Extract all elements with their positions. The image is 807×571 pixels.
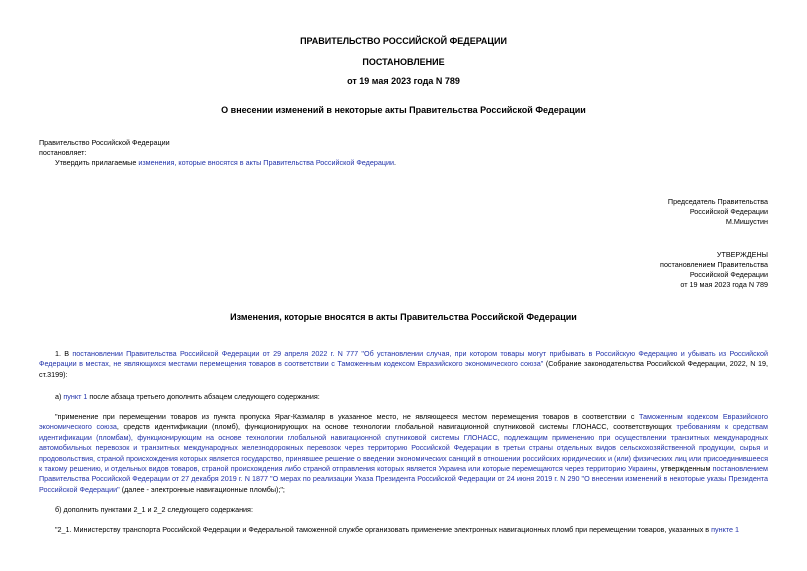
approved-date: от 19 мая 2023 года N 789: [680, 280, 768, 289]
signature-position: Председатель Правительства: [667, 197, 768, 206]
paragraph-2-1: [39, 525, 768, 535]
changes-title: Изменения, которые вносятся в акты Правительства Российской Федерации: [230, 312, 577, 322]
approved-stamp: УТВЕРЖДЕНЫ: [716, 250, 768, 259]
quote-text-3: , утвержденным: [656, 464, 713, 474]
pa-prefix: а): [55, 392, 64, 401]
quoted-paragraph: [39, 412, 768, 495]
signature-country: Российской Федерации: [689, 207, 768, 216]
preamble-line-2: постановляет:: [39, 148, 87, 157]
document-type: ПОСТАНОВЛЕНИЕ: [362, 57, 445, 67]
approved-country: Российской Федерации: [689, 270, 768, 279]
approve-paragraph: [55, 158, 396, 167]
changes-link[interactable]: изменения, которые вносятся в акты Правительства Российской Федерации: [138, 158, 394, 167]
seal-requirements-link[interactable]: требованиям к средствам идентификации (пломбам), функционирующим на основе технологии глобальной навигационной спутниковой системы ГЛОНАСС, подлежащим применению при осуществлении транзитных международных автомобильных перевозок и транзитных международных железнодорожных перевозок через территорию Российской Федерации в третьи страны отдельных видов сельскохозяйственной продукции, сырья и продовольствия, страной происхождения которых является государство, принявшее решение о введении экономических санкций в отношении российских юридических и (или) физических лиц или присоединившееся к такому решению, и отдельных видов товаров, страной происхождения либо страной отправления которых является Украина или которые перемещаются через территорию Украины: [39, 422, 768, 474]
p21-text: "2_1. Министерству транспорта Российской Федерации и Федеральной таможенной службе организовать применение электронных навигационных пломб при перемещении товаров, указанных в: [55, 525, 712, 534]
pa-suffix: после абзаца третьего дополнить абзацем следующего содержания:: [87, 392, 320, 401]
approve-text: Утвердить прилагаемые: [55, 158, 139, 167]
preamble-line-1: Правительство Российской Федерации: [39, 138, 170, 147]
customs-code-link[interactable]: Таможенным кодексом Евразийского экономического союза: [39, 412, 768, 432]
approve-period: .: [393, 158, 396, 167]
government-heading: ПРАВИТЕЛЬСТВО РОССИЙСКОЙ ФЕДЕРАЦИИ: [300, 36, 507, 46]
p1-suffix: (Собрание законодательства Российской Федерации, 2022, N 19, ст.3199):: [39, 359, 768, 379]
quote-text-1: "применение при перемещении товаров из пункта пропуска Яраг-Казмаляр в указанное место, не являющееся местом перемещения товаров в соответствии с: [55, 412, 639, 421]
approved-by: постановлением Правительства: [660, 260, 768, 269]
resolution-777-link[interactable]: постановлении Правительства Российской Федерации от 29 апреля 2022 г. N 777 "Об установлении случая, при котором товары могут прибывать в Российскую Федерацию и убывать из Российской Федерации в местах, не являющихся местами перемещения товаров в соответствии с Таможенным кодексом Евразийского экономического союза": [39, 349, 768, 369]
resolution-1877-link[interactable]: постановлением Правительства Российской Федерации от 27 декабря 2019 г. N 1877 "О мерах по реализации Указа Президента Российской Федерации от 24 июня 2019 г. N 290 "О внесении изменений в некоторые указы Президента Российской Федерации": [39, 464, 768, 494]
signature-name: М.Мишустин: [725, 217, 768, 226]
paragraph-b: б) дополнить пунктами 2_1 и 2_2 следующего содержания:: [55, 505, 253, 514]
quote-text-4: (далее - электронные навигационные пломбы);";: [119, 484, 285, 494]
point-1-ref-link[interactable]: пункте 1: [711, 525, 740, 534]
document-title: О внесении изменений в некоторые акты Правительства Российской Федерации: [221, 105, 586, 115]
paragraph-1: [39, 349, 768, 380]
p1-prefix: 1. В: [55, 349, 73, 358]
point-1-link[interactable]: пункт 1: [63, 392, 88, 401]
document-date: от 19 мая 2023 года N 789: [347, 76, 460, 86]
paragraph-a: [55, 392, 320, 401]
quote-text-2: , средств идентификации (пломб), функционирующих на основе технологии глобальной навигационной спутниковой системы ГЛОНАСС, соответствующих: [116, 422, 677, 432]
